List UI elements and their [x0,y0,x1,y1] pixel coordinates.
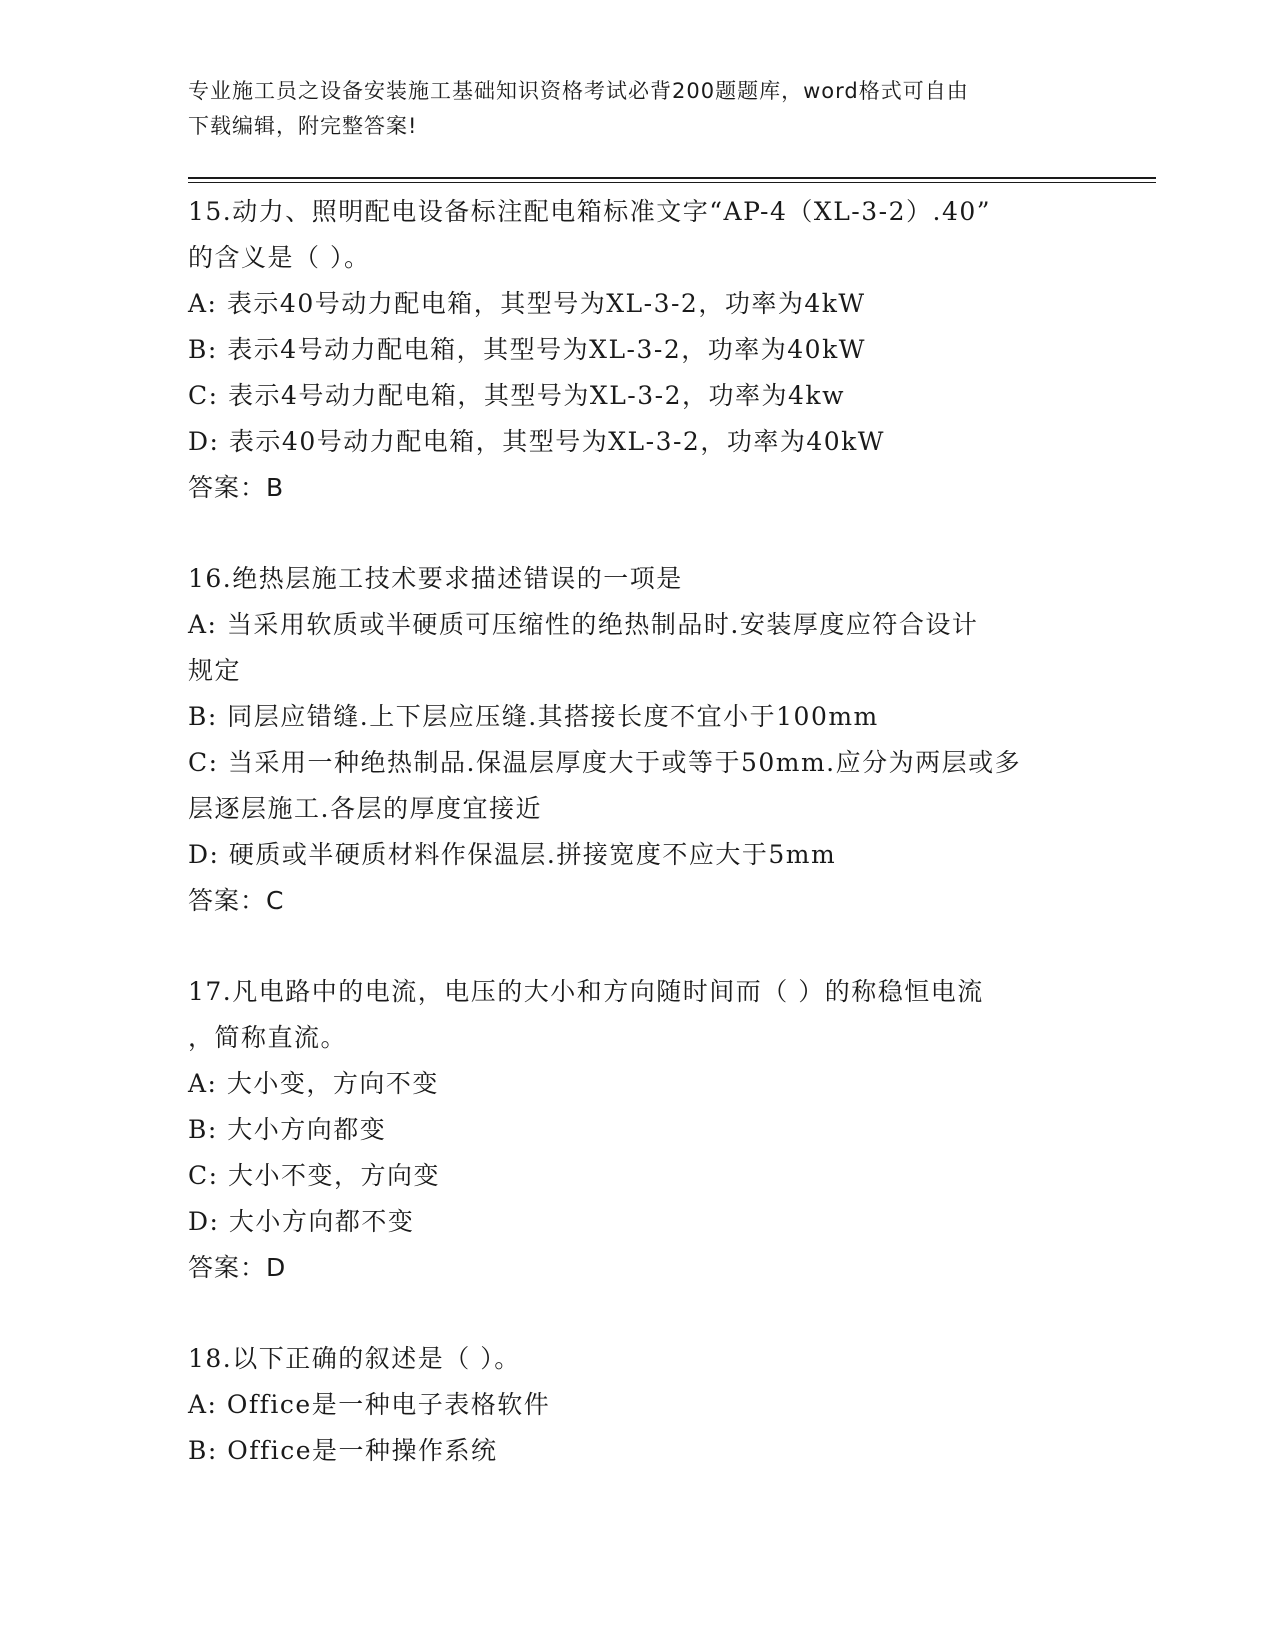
question-list [188,189,1088,1474]
option-line: D: 硬质或半硬质材料作保温层.拼接宽度不应大于5mm [188,840,837,869]
option-line: D: 表示40号动力配电箱，其型号为XL-3-2，功率为40kW [188,427,885,456]
question-spacer [188,511,1088,556]
option-line: B: 大小方向都变 [188,1115,387,1144]
question-stem: 15.动力、照明配电设备标注配电箱标准文字“AP-4（XL-3-2）.40” [188,197,992,226]
question-stem: 18.以下正确的叙述是（ ）。 [188,1344,521,1373]
answer-label: 答案：B [188,473,285,502]
option-line: A: Office是一种电子表格软件 [188,1390,551,1419]
option-line: C: 当采用一种绝热制品.保温层厚度大于或等于50mm.应分为两层或多 [188,748,1022,777]
option-line: C: 表示4号动力配电箱，其型号为XL-3-2，功率为4kw [188,381,845,410]
header-line-2: 下载编辑，附完整答案! [188,114,418,138]
document-header [188,74,1088,144]
question-block [188,969,1088,1291]
question-stem: 的含义是（ ）。 [188,243,371,272]
header-line-1: 专业施工员之设备安装施工基础知识资格考试必背200题题库，word格式可自由 [188,79,969,103]
header-rule-thin [188,182,1156,183]
option-line: B: 同层应错缝.上下层应压缝.其搭接长度不宜小于100mm [188,702,879,731]
option-line: C: 大小不变，方向变 [188,1161,440,1190]
question-spacer [188,924,1088,969]
question-stem: ，简称直流。 [188,1023,348,1052]
question-block [188,1336,1088,1474]
question-stem: 16.绝热层施工技术要求描述错误的一项是 [188,564,683,593]
option-line: A: 当采用软质或半硬质可压缩性的绝热制品时.安装厚度应符合设计 [188,610,979,639]
option-line: A: 大小变，方向不变 [188,1069,439,1098]
option-line: B: Office是一种操作系统 [188,1436,498,1465]
question-stem: 17.凡电路中的电流，电压的大小和方向随时间而（ ）的称稳恒电流 [188,977,984,1006]
question-block [188,189,1088,511]
answer-label: 答案：C [188,886,285,915]
header-rule-thick [188,177,1156,179]
option-line: B: 表示4号动力配电箱，其型号为XL-3-2，功率为40kW [188,335,866,364]
question-spacer [188,1291,1088,1336]
option-line: 层逐层施工.各层的厚度宜接近 [188,794,542,823]
option-line: D: 大小方向都不变 [188,1207,415,1236]
answer-label: 答案：D [188,1253,287,1282]
question-block [188,556,1088,924]
option-line: 规定 [188,656,242,685]
option-line: A: 表示40号动力配电箱，其型号为XL-3-2，功率为4kW [188,289,866,318]
